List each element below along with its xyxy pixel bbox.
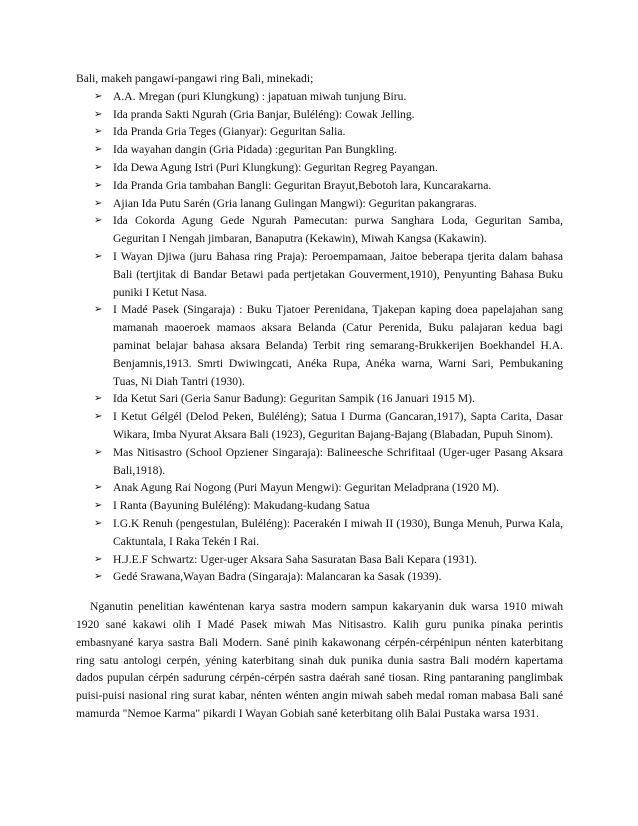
list-item xyxy=(76,444,563,480)
arrow-bullet-icon: ➢ xyxy=(94,571,103,583)
list-item-text: Ida Pranda Gria tambahan Bangli: Geguritan Brayut,Bebotoh lara, Kuncarakarna. xyxy=(113,178,492,192)
list-item xyxy=(76,88,563,106)
arrow-bullet-icon: ➢ xyxy=(94,144,103,156)
arrow-bullet-icon: ➢ xyxy=(94,482,103,494)
list-item-text: Gedé Srawana,Wayan Badra (Singaraja): Malancaran ka Sasak (1939). xyxy=(113,570,442,584)
list-item-text: Ida Ketut Sari (Geria Sanur Badung): Geguritan Sampik (16 Januari 1915 M). xyxy=(113,392,475,406)
list-item-text: I Wayan Djiwa (juru Bahasa ring Praja): Peroempamaan, Jaitoe beberapa tjerita dalam bahasa Bali (tertjitak di Bandar Betawi pada pertjetakan Gouverment,1910), Penyunting Bahasa Buku puniki I Ketut Nasa. xyxy=(113,249,563,299)
arrow-bullet-icon: ➢ xyxy=(94,446,103,458)
document-page xyxy=(76,70,563,723)
arrow-bullet-icon: ➢ xyxy=(94,161,103,173)
list-item xyxy=(76,551,563,569)
list-item xyxy=(76,390,563,408)
intro-line: Bali, makeh pangawi-pangawi ring Bali, minekadi; xyxy=(76,72,314,85)
list-item-text: Ida Pranda Gria Teges (Gianyar): Geguritan Salia. xyxy=(113,125,346,139)
list-item-text: Ida wayahan dangin (Gria Pidada) :geguritan Pan Bungkling. xyxy=(113,143,397,157)
author-list xyxy=(76,88,563,586)
body-paragraph: Nganutin penelitian kawéntenan karya sastra modern sampun kakaryanin duk warsa 1910 miwah 1920 sané kakawi olih I Madé Pasek miwah Mas Nitisastro. Kalih guru punika pinaka perintis embasnyané karya sastra Bali Modern. Sané pinih kakawonang cérpén-cérpénipun nénten katerbitang ring satu antologi cerpén, yéning katerbitang sinah duk punika dunia sastra Bali modérn kapertama dados pupulan cérpén sadurung cérpén-cérpén sastra daérah sané tiosan. Ring pantaraning panglimbak puisi-puisi nasional ring surat kabar, nénten wénten angin miwah sabeh medal roman mabasa Bali sané mamurda "Nemoe Karma" pikardi I Wayan Gobiah sané keterbitang olih Balai Pustaka warsa 1931. xyxy=(76,600,563,720)
list-item xyxy=(76,515,563,551)
list-item xyxy=(76,479,563,497)
list-item xyxy=(76,212,563,248)
arrow-bullet-icon: ➢ xyxy=(94,500,103,512)
list-item-text: I Ranta (Bayuning Buléléng): Makudang-kudang Satua xyxy=(113,499,370,513)
list-item-text: Ajian Ida Putu Sarén (Gria lanang Gulingan Mangwi): Geguritan pakangraras. xyxy=(113,196,477,210)
list-item xyxy=(76,568,563,586)
list-item xyxy=(76,159,563,177)
list-item xyxy=(76,408,563,444)
list-item xyxy=(76,195,563,213)
list-item xyxy=(76,141,563,159)
list-item-text: Ida Dewa Agung Istri (Puri Klungkung): Geguritan Regreg Payangan. xyxy=(113,160,438,174)
list-item-text: Anak Agung Rai Nogong (Puri Mayun Mengwi): Geguritan Meladprana (1920 M). xyxy=(113,481,500,495)
list-item-text: I Madé Pasek (Singaraja) : Buku Tjatoer Perenidana, Tjakepan kaping doea papelajahan sang mamanah maoeroek mamaos aksara Belanda (Catur Perenida, Buku palajaran kedua bagi paminat belajar bahasa aksara Belanda) Terbit ring semarang-Brukkerijen Boekhandel H.A. Benjamnis,1913. Smrti Dwiwingcati, Anéka Rupa, Anéka warna, Warni Sari, Pembukaning Tuas, Ni Diah Tantri (1930). xyxy=(113,303,563,388)
arrow-bullet-icon: ➢ xyxy=(94,179,103,191)
arrow-bullet-icon: ➢ xyxy=(94,250,103,262)
list-item-text: A.A. Mregan (puri Klungkung) : japatuan miwah tunjung Biru. xyxy=(113,89,407,103)
list-item-text: Mas Nitisastro (School Opziener Singaraja): Balineesche Schrifitaal (Uger-uger Pasang Aksara Bali,1918). xyxy=(113,445,563,477)
arrow-bullet-icon: ➢ xyxy=(94,411,103,423)
arrow-bullet-icon: ➢ xyxy=(94,126,103,138)
list-item xyxy=(76,106,563,124)
arrow-bullet-icon: ➢ xyxy=(94,90,103,102)
arrow-bullet-icon: ➢ xyxy=(94,304,103,316)
arrow-bullet-icon: ➢ xyxy=(94,197,103,209)
arrow-bullet-icon: ➢ xyxy=(94,517,103,529)
list-item xyxy=(76,497,563,515)
arrow-bullet-icon: ➢ xyxy=(94,393,103,405)
list-item xyxy=(76,301,563,390)
list-item-text: Ida Cokorda Agung Gede Ngurah Pamecutan: purwa Sanghara Loda, Geguritan Samba, Geguritan I Nengah jimbaran, Banaputra (Kekawin), Miwah Kangsa (Kakawin). xyxy=(113,214,563,246)
arrow-bullet-icon: ➢ xyxy=(94,108,103,120)
list-item-text: I Ketut Gélgél (Delod Peken, Buléléng); Satua I Durma (Gancaran,1917), Sapta Carita, Dasar Wikara, Imba Nyurat Aksara Bali (1923), Geguritan Bajang-Bajang (Blabadan, Pupuh Sinom). xyxy=(113,410,563,441)
list-item-text: Ida pranda Sakti Ngurah (Gria Banjar, Buléléng): Cowak Jelling. xyxy=(113,107,415,121)
list-item xyxy=(76,177,563,195)
list-item xyxy=(76,248,563,301)
list-item xyxy=(76,123,563,141)
list-item-text: H.J.E.F Schwartz: Uger-uger Aksara Saha Sasuratan Basa Bali Kepara (1931). xyxy=(113,552,477,566)
arrow-bullet-icon: ➢ xyxy=(94,215,103,227)
arrow-bullet-icon: ➢ xyxy=(94,553,103,565)
list-item-text: I.G.K Renuh (pengestulan, Buléléng): Pacerakén I miwah II (1930), Bunga Menuh, Purwa Kala, Caktuntala, I Raka Tekén I Rai. xyxy=(113,516,563,548)
